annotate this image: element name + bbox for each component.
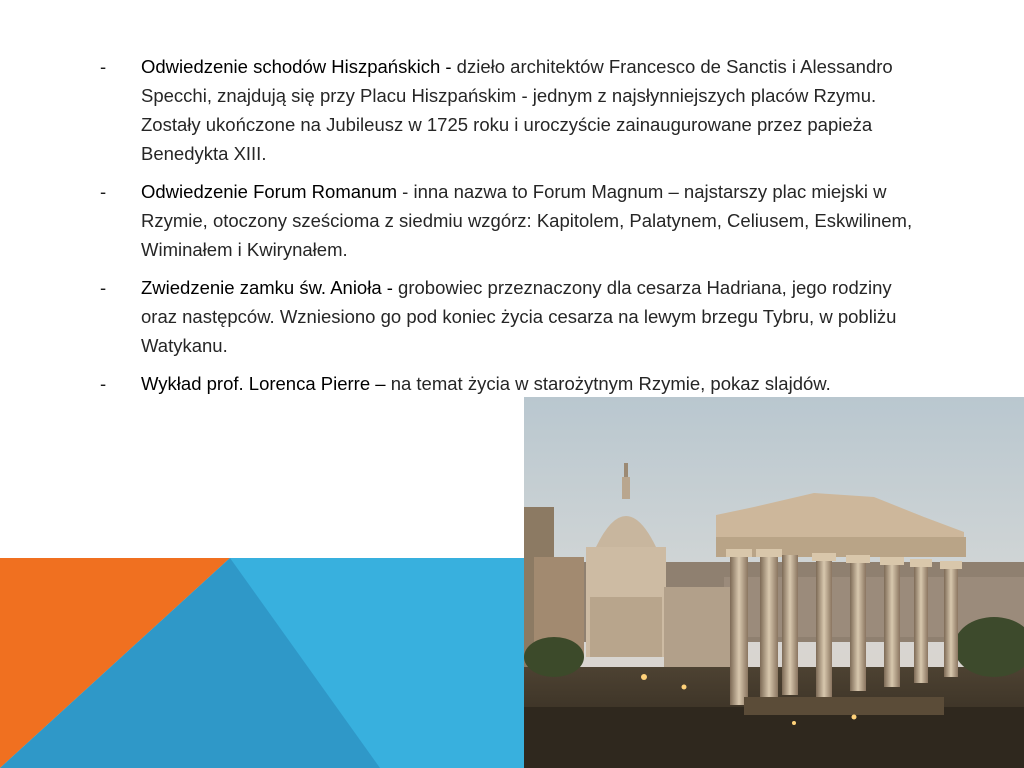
- bullet-text: dzieło architektów Francesco de Sanctis i Alessandro Specchi, znajdują się przy Placu Hiszpańskim - jednym z najsłynniejszych placów Rzymu. Zostały ukończone na Jubileusz w 1725 roku i uroczyście zainaugurowane przez papieża Benedykta XIII.: [141, 56, 893, 164]
- bullet-heading: Odwiedzenie Forum Romanum: [141, 181, 398, 202]
- bullet-item-forum-romanum: [100, 177, 920, 264]
- bullet-dash: -: [100, 181, 107, 202]
- bullet-text: na temat życia w starożytnym Rzymie, pokaz slajdów.: [385, 373, 831, 394]
- bullet-dash: -: [100, 277, 107, 298]
- bullet-item-lecture: [100, 369, 920, 398]
- bullet-text: - inna nazwa to Forum Magnum – najstarszy plac miejski w Rzymie, otoczony sześcioma z siedmiu wzgórz: Kapitolem, Palatynem, Celiusem, Eskwilinem, Wiminałem i Kwirynałem.: [141, 181, 913, 260]
- bullet-item-spanish-steps: [100, 52, 920, 168]
- bullet-list: [100, 52, 920, 407]
- decorative-triangles: [0, 558, 540, 768]
- bullet-dash: -: [100, 56, 107, 77]
- bullet-heading: Zwiedzenie zamku św. Anioła -: [141, 277, 393, 298]
- bullet-text: grobowiec przeznaczony dla cesarza Hadriana, jego rodziny oraz następców. Wzniesiono go pod koniec życia cesarza na lewym brzegu Tybru, w pobliżu Watykanu.: [141, 277, 897, 356]
- bullet-heading: Odwiedzenie schodów Hiszpańskich -: [141, 56, 452, 77]
- bullet-dash: -: [100, 373, 107, 394]
- bullet-item-castel-sant-angelo: [100, 273, 920, 360]
- forum-romanum-photo: [524, 397, 1024, 768]
- bullet-heading: Wykład prof. Lorenca Pierre –: [141, 373, 386, 394]
